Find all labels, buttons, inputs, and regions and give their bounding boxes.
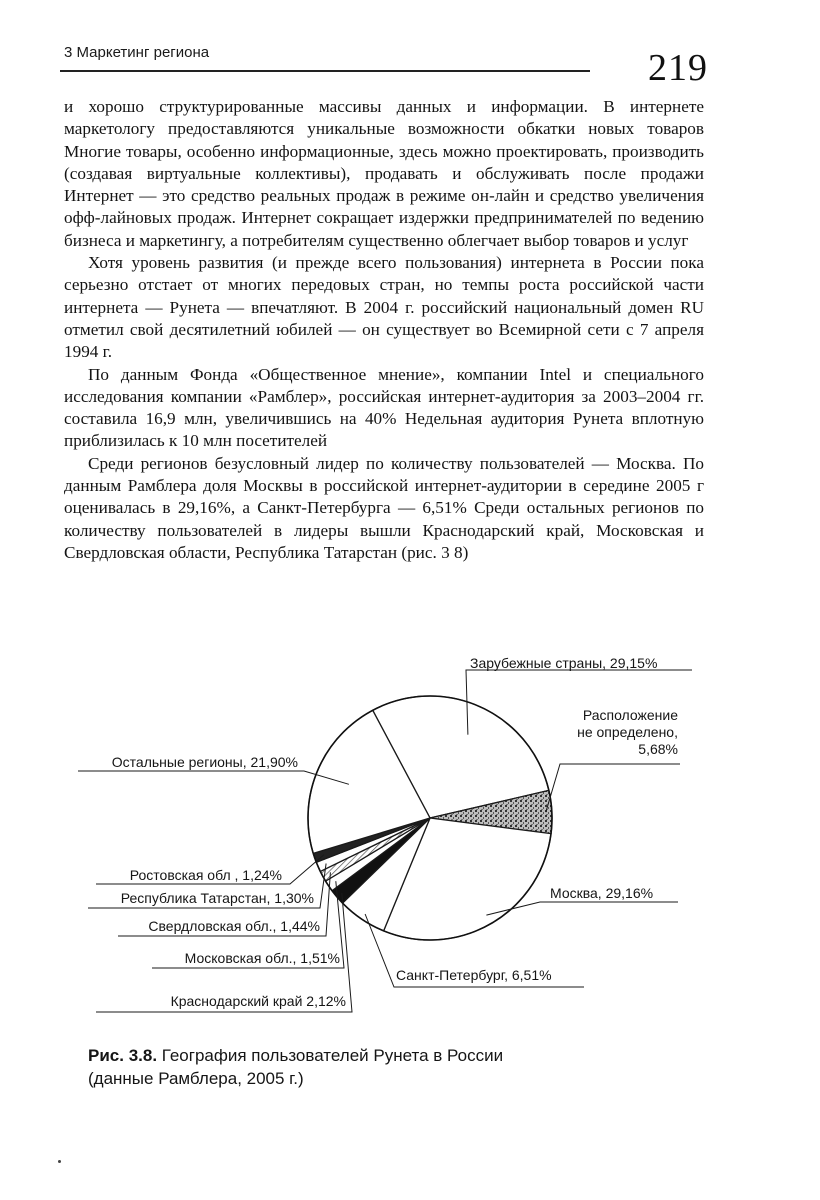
slice-label-9: Ростовская обл , 1,24% bbox=[129, 867, 282, 883]
slice-label-2: Расположение не определено, 5,68% bbox=[577, 707, 678, 757]
slice-label-7: Свердловская обл., 1,44% bbox=[148, 918, 320, 934]
slice-label-6: Московская обл., 1,51% bbox=[184, 950, 340, 966]
pie-figure bbox=[0, 640, 820, 1060]
slice-label-4: Санкт-Петербург, 6,51% bbox=[396, 967, 552, 983]
leader-line-2 bbox=[546, 764, 680, 812]
paragraph-4: Среди регионов безусловный лидер по количеству пользователей — Москва. По данным Рамблера доля Москвы в российской интернет-аудитории в середине 2005 г оценивалась в 29,16%, а Санкт-Петербурга — 6,51% Среди остальных регионов по количеству пользователей в лидеры вышли Краснодарский край, Московская и Свердловская области, Республика Татарстан (рис. 3 8) bbox=[64, 453, 704, 562]
running-head: 3 Маркетинг региона bbox=[64, 44, 210, 61]
paragraph-1: и хорошо структурированные массивы данных и информации. В интернете маркетологу предоставляются уникальные возможности обкатки новых товаров Многие товары, особенно информационные, здесь можно проектировать, производить (создавая виртуальные коллективы), продавать и обслуживать после продажи Интернет — это средство реальных продаж в режиме он-лайн и средство увеличения офф-лайновых продаж. Интернет сокращает издержки предпринимателей по ведению бизнеса и маркетингу, а потребителям существенно облегчает выбор товаров и услуг bbox=[64, 97, 704, 250]
header-rule bbox=[60, 70, 590, 72]
caption-title: География пользователей Рунета в России bbox=[157, 1046, 504, 1065]
paragraph-3: По данным Фонда «Общественное мнение», компании Intel и специального исследования компании «Рамблер», российская интернет-аудитория за 2003–2004 гг. составила 16,9 млн, увеличившись на 40% Недельная аудитория Рунета вплотную приблизилась к 10 млн посетителей bbox=[64, 364, 704, 451]
slice-label-5: Краснодарский край 2,12% bbox=[170, 993, 346, 1009]
paragraph-2: Хотя уровень развития (и прежде всего пользования) интернета в России пока серьезно отстает от многих передовых стран, но темпы роста российской части интернета — Рунета — впечатляют. В 2004 г. российский национальный домен RU отметил свой десятилетний юбилей — он существует во Всемирной сети с 7 апреля 1994 г. bbox=[64, 253, 704, 362]
slice-label-10: Остальные регионы, 21,90% bbox=[111, 754, 298, 770]
slice-label-8: Республика Татарстан, 1,30% bbox=[120, 890, 314, 906]
slice-label-3: Москва, 29,16% bbox=[550, 885, 654, 901]
leader-line-10 bbox=[78, 771, 349, 784]
body-text bbox=[64, 96, 704, 564]
page-number: 219 bbox=[648, 47, 708, 89]
caption-label: Рис. 3.8. bbox=[88, 1046, 158, 1065]
figure-caption bbox=[88, 1044, 688, 1090]
scan-speck bbox=[58, 1160, 61, 1163]
slice-label-1: Зарубежные страны, 29,15% bbox=[470, 655, 658, 671]
pie-chart bbox=[0, 640, 820, 1060]
caption-source: (данные Рамблера, 2005 г.) bbox=[88, 1069, 304, 1088]
